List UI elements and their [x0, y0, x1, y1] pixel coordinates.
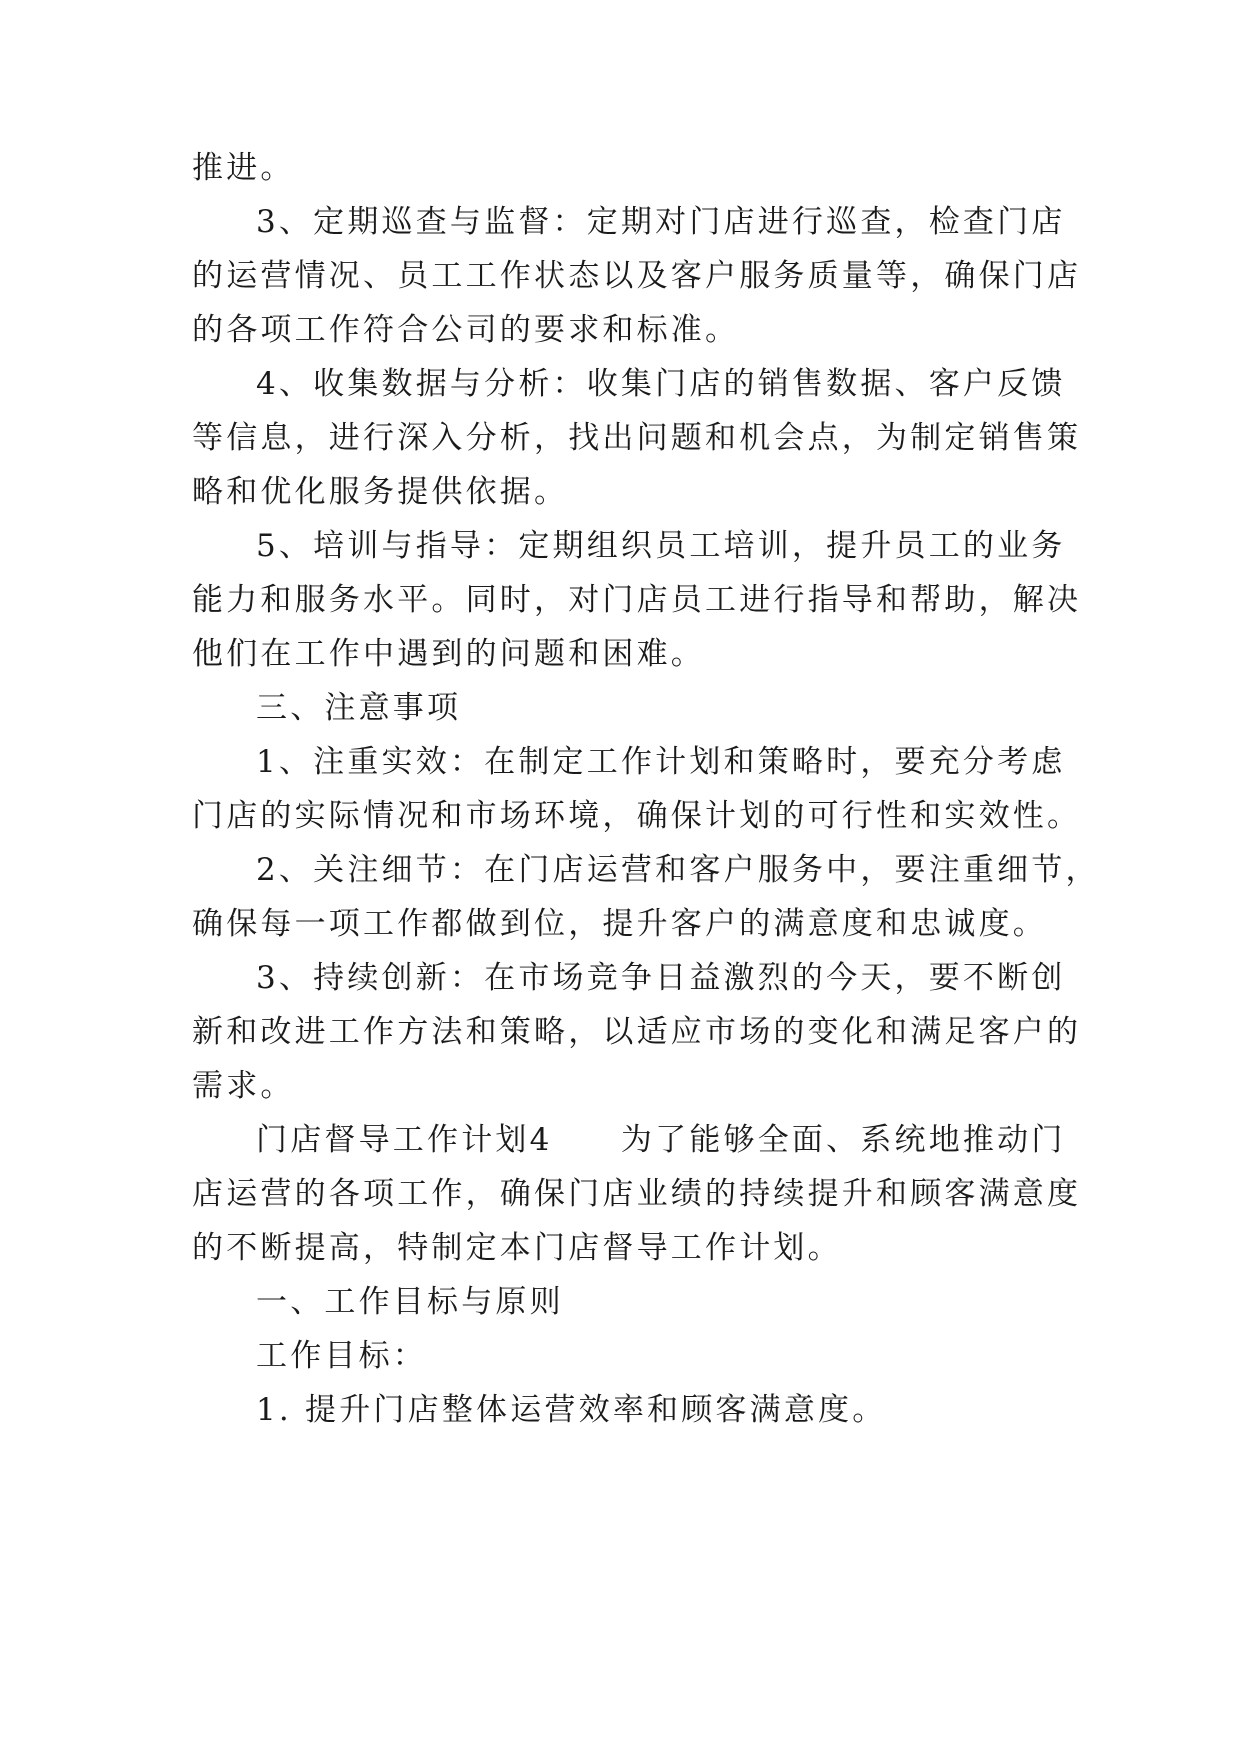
text-line: 门店的实际情况和市场环境，确保计划的可行性和实效性。	[192, 798, 1082, 834]
text-line: 他们在工作中遇到的问题和困难。	[192, 636, 705, 672]
text-line: 确保每一项工作都做到位，提升客户的满意度和忠诚度。	[192, 906, 1047, 942]
text-line: 2、关注细节：在门店运营和客户服务中，要注重细节，	[256, 852, 1100, 888]
text-line: 等信息，进行深入分析，找出问题和机会点，为制定销售策	[192, 420, 1082, 456]
text-line: 工作目标：	[256, 1338, 427, 1374]
text-line: 店运营的各项工作，确保门店业绩的持续提升和顾客满意度	[192, 1176, 1082, 1212]
text-line: 略和优化服务提供依据。	[192, 474, 569, 510]
text-line: 1、注重实效：在制定工作计划和策略时，要充分考虑	[256, 744, 1066, 780]
text-line: 推进。	[192, 150, 295, 186]
text-line: 的运营情况、员工工作状态以及客户服务质量等，确保门店	[192, 258, 1082, 294]
text-line: 需求。	[192, 1068, 295, 1104]
text-line: 4、收集数据与分析：收集门店的销售数据、客户反馈	[256, 366, 1066, 402]
text-line: 门店督导工作计划4 为了能够全面、系统地推动门	[256, 1122, 1066, 1158]
text-line: 3、持续创新：在市场竞争日益激烈的今天，要不断创	[256, 960, 1066, 996]
text-line: 的不断提高，特制定本门店督导工作计划。	[192, 1230, 842, 1266]
text-line: 3、定期巡查与监督：定期对门店进行巡查，检查门店	[256, 204, 1066, 240]
text-line: 1. 提升门店整体运营效率和顾客满意度。	[256, 1392, 887, 1428]
section-heading: 一、工作目标与原则	[256, 1284, 564, 1320]
text-line: 新和改进工作方法和策略，以适应市场的变化和满足客户的	[192, 1014, 1082, 1050]
text-line: 能力和服务水平。同时，对门店员工进行指导和帮助，解决	[192, 582, 1082, 618]
text-line: 5、培训与指导：定期组织员工培训，提升员工的业务	[256, 528, 1066, 564]
section-heading: 三、注意事项	[256, 690, 462, 726]
text-line: 的各项工作符合公司的要求和标准。	[192, 312, 740, 348]
